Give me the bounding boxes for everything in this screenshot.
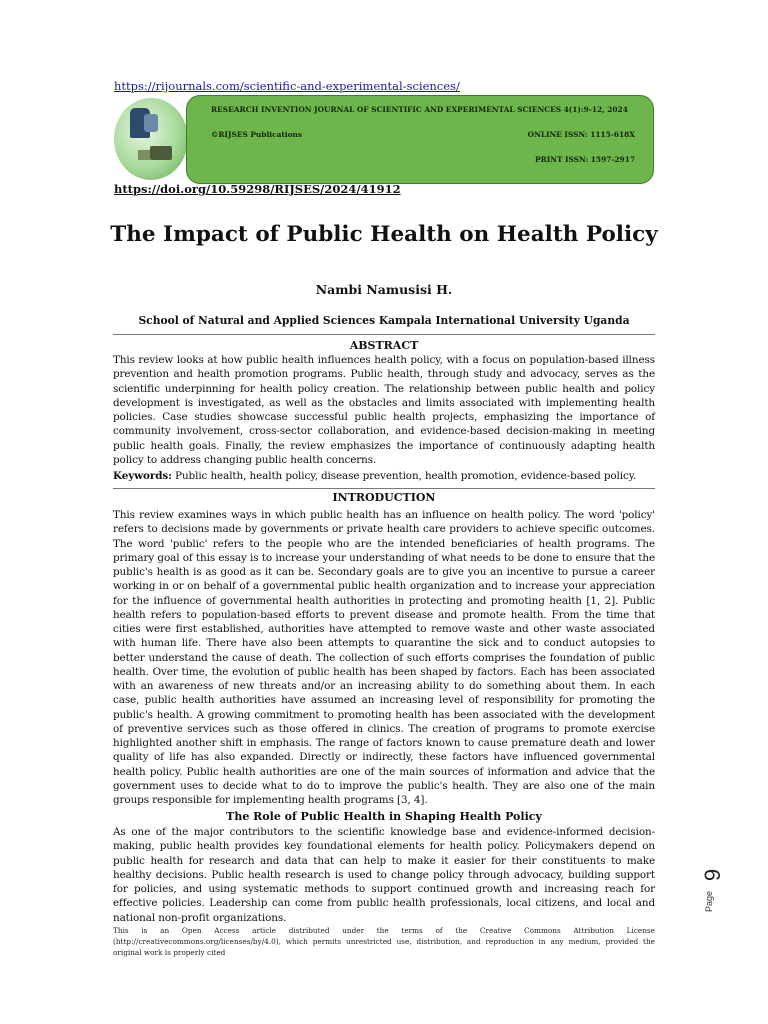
author-name: Nambi Namusisi H. bbox=[315, 282, 453, 297]
page-number bbox=[700, 862, 730, 918]
doi-link[interactable]: https://doi.org/10.59298/RIJSES/2024/41912 bbox=[114, 182, 401, 196]
keywords-label: Keywords: bbox=[113, 470, 172, 482]
abstract-text: This review looks at how public health influences health policy, with a focus on population-based illness prevention and health promotion programs. Public health, through study and advocacy, serves as the scientific underpinning for health policy creation. The relationship between public health and policy development is investigated, as well as the obstacles and limits associated with implementing health policies. Case studies showcase successful public health projects, emphasizing the importance of community involvement, cross-sector collaboration, and evidence-based decision-making in meeting public health goals. Finally, the review emphasizes the importance of continuously adapting health policy to address changing public health concerns. bbox=[113, 354, 655, 466]
role-section-heading: The Role of Public Health in Shaping Health Policy bbox=[226, 810, 542, 823]
journal-name: RESEARCH INVENTION JOURNAL OF SCIENTIFIC AND EXPERIMENTAL SCIENCES 4(1):9-12, 2024 bbox=[211, 105, 628, 114]
abstract-heading: ABSTRACT bbox=[349, 339, 419, 352]
logo-crate-small bbox=[138, 150, 150, 160]
article-title: The Impact of Public Health on Health Policy bbox=[110, 222, 658, 247]
journal-url-link[interactable]: https://rijournals.com/scientific-and-experimental-sciences/ bbox=[114, 79, 460, 93]
abstract-bottom-rule bbox=[113, 488, 655, 489]
online-issn: ONLINE ISSN: 1115-618X bbox=[527, 130, 635, 139]
logo-figure-secondary bbox=[144, 114, 158, 132]
journal-logo bbox=[114, 98, 188, 180]
keywords-text: Public health, health policy, disease prevention, health promotion, evidence-based policy. bbox=[171, 470, 637, 482]
keywords-line bbox=[113, 469, 655, 483]
journal-banner bbox=[186, 95, 654, 184]
page-label: Page bbox=[704, 890, 714, 912]
author-affiliation: School of Natural and Applied Sciences Kampala International University Uganda bbox=[138, 314, 630, 327]
logo-crate bbox=[150, 146, 172, 160]
role-section-text: As one of the major contributors to the scientific knowledge base and evidence-informed decision-making, public health provides key foundational elements for health policy. Policymakers depend on public health for research and data that can help to make it easier for their constituents to make healthy decisions. Public health research is used to change policy through advocacy, building support for policies, and using systematic methods to support continued growth and increasing reach for effective policies. Leadership can come from public health professionals, local citizens, and local and national non-profit organizations. bbox=[113, 826, 655, 924]
publisher-label: ©RIJSES Publications bbox=[211, 130, 303, 139]
introduction-text: This review examines ways in which public health has an influence on health policy. The word 'policy' refers to decisions made by governments or private health care providers to achieve specific outcomes. The word 'public' refers to the people who are the intended beneficiaries of health programs. The primary goal of this essay is to increase your understanding of what needs to be done to ensure that the public's health is as good as it can be. Secondary goals are to give you an incentive to pursue a career working in or on behalf of a governmental public health organization and to increase your appreciation for the influence of governmental health authorities in protecting and promoting health [1, 2]. Public health refers to population-based efforts to prevent disease and promote health. From the time that cities were first established, authorities have attempted to remove waste and other waste associated with human life. There have also been attempts to quarantine the sick and to conduct autopsies to better understand the cause of death. The collection of such efforts comprises the foundation of public health. Over time, the evolution of public health has been shaped by factors. Each has been associated with an awareness of new threats and/or an increasing ability to do something about them. In each case, public health authorities have assumed an increasing level of responsibility for promoting the public's health. A growing commitment to promoting health has been associated with the development of preventive services such as those offered in clinics. The creation of programs to promote exercise highlighted another shift in emphasis. The range of factors known to cause premature death and lower quality of life has also expanded. Directly or indirectly, these factors have influenced governmental health policy. Public health authorities are one of the main sources of information and advice that the government uses to decide what to do to improve the public's health. They are also one of the main groups responsible for implementing health programs [3, 4]. bbox=[113, 509, 655, 806]
abstract-top-rule bbox=[113, 334, 655, 335]
license-footer: This is an Open Access article distributed under the terms of the Creative Commons Attribution License (http://creativecommons.org/licenses/by/4.0), which permits unrestricted use, distribution, and reproduction in any medium, provided the original work is properly cited bbox=[113, 926, 655, 957]
page-digit: 9 bbox=[700, 868, 726, 882]
introduction-heading: INTRODUCTION bbox=[332, 491, 436, 504]
print-issn: PRINT ISSN: 1597-2917 bbox=[535, 155, 635, 164]
